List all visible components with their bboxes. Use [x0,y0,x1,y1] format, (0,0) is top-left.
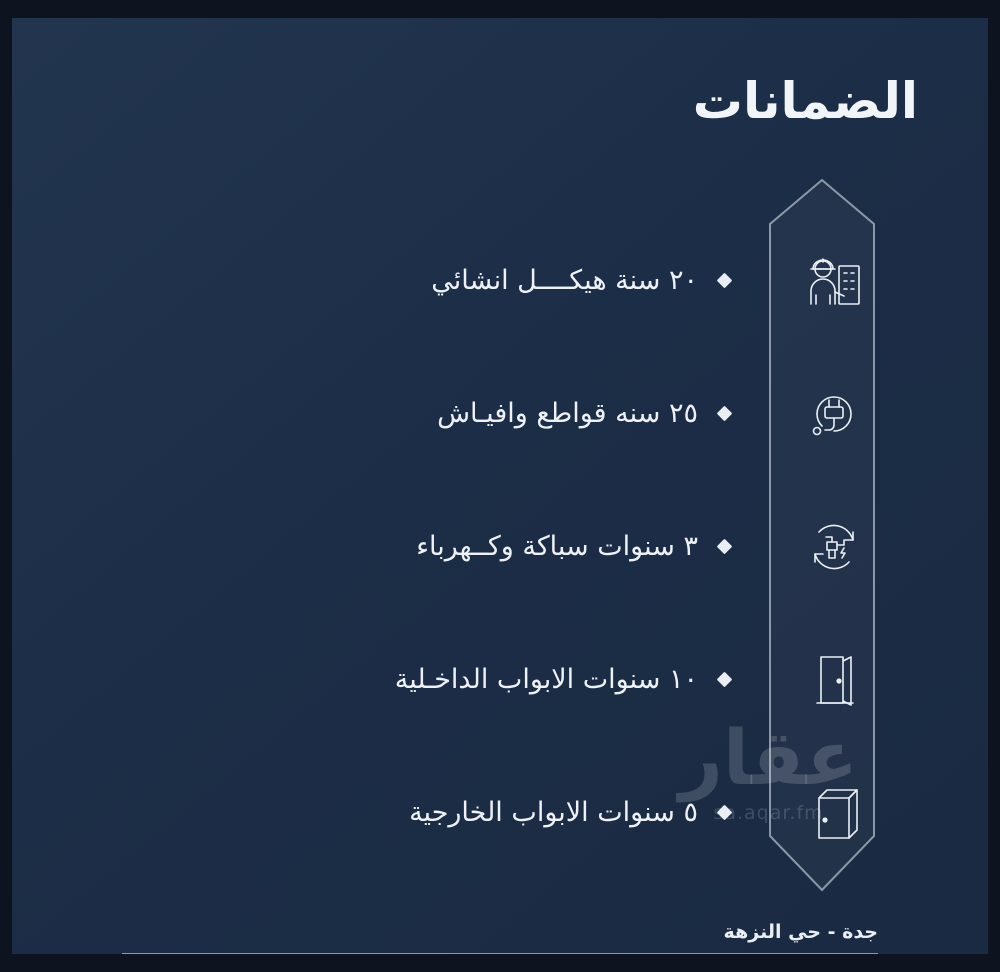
list-item [212,480,918,613]
warranty-text: ٢٠ سنة هيكــــل انشائي [431,265,698,296]
bullet-diamond [698,807,750,818]
electric-plug-icon [750,385,918,443]
bullet-diamond [698,275,750,286]
interior-door-icon [750,651,918,709]
construction-worker-icon [750,252,918,310]
warranty-list [212,214,918,879]
exterior-door-icon [750,784,918,842]
warranty-text: ١٠ سنوات الابواب الداخـلية [394,664,698,695]
faucet-plumbing-icon [750,518,918,576]
footer [12,921,988,954]
page-title: الضمانات [692,72,918,130]
bullet-diamond [698,408,750,419]
watermark-latin: sa.aqar.fm [713,802,824,824]
footer-location: جدة - حي النزهة [723,921,878,943]
slide-inner [12,18,988,954]
bullet-diamond [698,674,750,685]
list-item [212,347,918,480]
warranty-text: ٣ سنوات سباكة وكــهرباء [416,531,698,562]
list-item [212,214,918,347]
list-item [212,613,918,746]
warranty-text: ٢٥ سنه قواطع وافيـاش [437,398,698,429]
footer-divider [122,953,878,954]
list-item [212,746,918,879]
bullet-diamond [698,541,750,552]
warranty-text: ٥ سنوات الابواب الخارجية [409,797,698,828]
watermark-arabic: عقار [679,713,858,802]
